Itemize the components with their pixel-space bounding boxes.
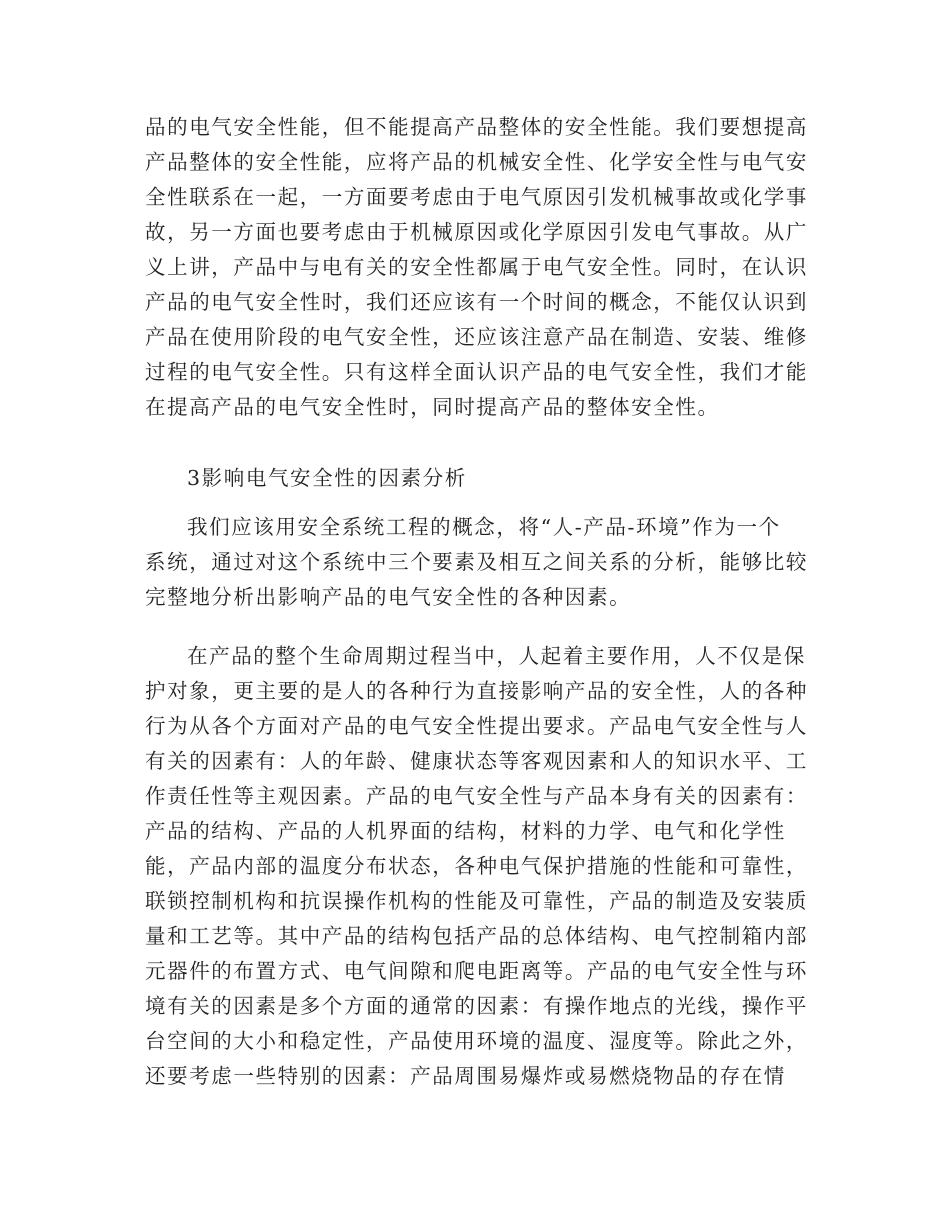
paragraph-1-line: 在提高产品的电气安全性时，同时提高产品的整体安全性。: [145, 395, 720, 419]
paragraph-3-line: 台空间的大小和稳定性，产品使用环境的温度、湿度等。除此之外，: [145, 1029, 808, 1053]
paragraph-3-line: 元器件的布置方式、电气间隙和爬电距离等。产品的电气安全性与环: [145, 959, 808, 983]
paragraph-1-line: 产品的电气安全性时，我们还应该有一个时间的概念，不能仅认识到: [145, 290, 808, 314]
paragraph-2-line: 完整地分析出影响产品的电气安全性的各种因素。: [145, 585, 632, 609]
paragraph-3-line: 联锁控制机构和抗误操作机构的性能及可靠性，产品的制造及安装质: [145, 889, 808, 913]
paragraph-3-line: 量和工艺等。其中产品的结构包括产品的总体结构、电气控制箱内部: [145, 924, 808, 948]
paragraph-3-line: 有关的因素有：人的年龄、健康状态等客观因素和人的知识水平、工: [145, 749, 808, 773]
paragraph-1-line: 故，另一方面也要考虑由于机械原因或化学原因引发电气事故。从广: [145, 220, 808, 244]
paragraph-1-line: 义上讲，产品中与电有关的安全性都属于电气安全性。同时，在认识: [145, 255, 808, 279]
paragraph-1-line: 品的电气安全性能，但不能提高产品整体的安全性能。我们要想提高: [145, 115, 808, 139]
paragraph-3-line: 能，产品内部的温度分布状态，各种电气保护措施的性能和可靠性，: [145, 854, 808, 878]
paragraph-1-line: 过程的电气安全性。只有这样全面认识产品的电气安全性，我们才能: [145, 360, 808, 384]
paragraph-1-line: 产品整体的安全性能，应将产品的机械安全性、化学安全性与电气安: [145, 150, 808, 174]
paragraph-3-line: 护对象，更主要的是人的各种行为直接影响产品的安全性，人的各种: [145, 679, 808, 703]
paragraph-1-line: 产品在使用阶段的电气安全性，还应该注意产品在制造、安装、维修: [145, 325, 808, 349]
paragraph-3-line: 还要考虑一些特别的因素：产品周围易爆炸或易燃烧物品的存在情: [145, 1064, 786, 1088]
paragraph-2-line: 系统，通过对这个系统中三个要素及相互之间关系的分析，能够比较: [145, 550, 808, 574]
paragraph-3-line: 在产品的整个生命周期过程当中，人起着主要作用，人不仅是保: [187, 644, 806, 668]
paragraph-1-line: 全性联系在一起，一方面要考虑由于电气原因引发机械事故或化学事: [145, 185, 808, 209]
section-heading: 3影响电气安全性的因素分析: [187, 466, 467, 490]
paragraph-3-line: 行为从各个方面对产品的电气安全性提出要求。产品电气安全性与人: [145, 714, 808, 738]
paragraph-3-line: 境有关的因素是多个方面的通常的因素：有操作地点的光线，操作平: [145, 994, 808, 1018]
paragraph-2-line: 我们应该用安全系统工程的概念，将“人-产品-环境”作为一个: [187, 515, 781, 539]
paragraph-3-line: 作责任性等主观因素。产品的电气安全性与产品本身有关的因素有：: [145, 784, 808, 808]
paragraph-3-line: 产品的结构、产品的人机界面的结构，材料的力学、电气和化学性: [145, 819, 786, 843]
